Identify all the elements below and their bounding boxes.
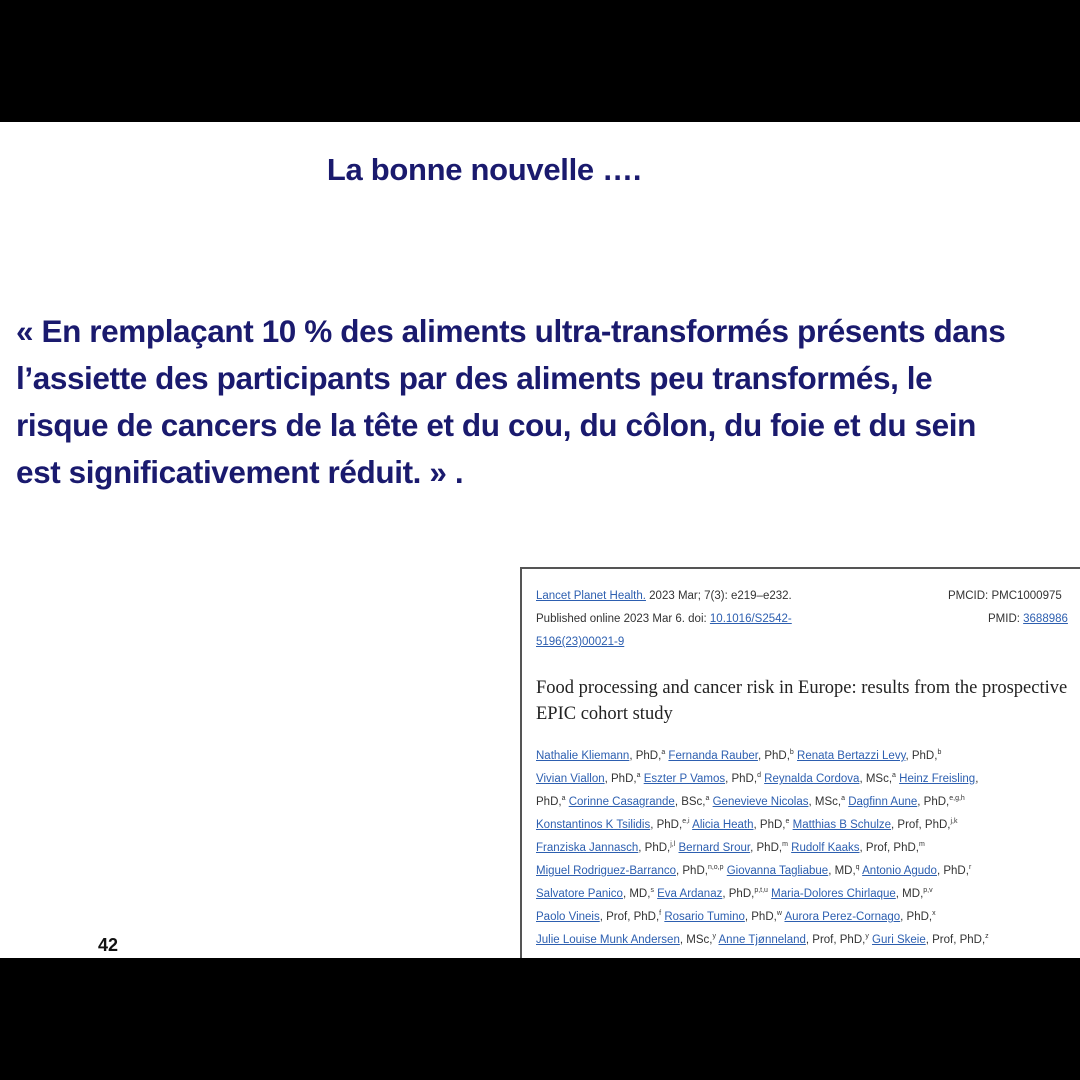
author-credentials: , PhD, — [725, 773, 758, 785]
page-number: 42 — [98, 935, 119, 955]
doi-link-continued[interactable]: 5196(23)00021-9 — [536, 636, 625, 648]
author-link[interactable]: Rudolf Kaaks — [791, 842, 860, 854]
author-affiliation: p,t,u — [754, 887, 768, 894]
author-affiliation: w — [776, 910, 782, 917]
author-affiliation: p,v — [923, 887, 933, 894]
author-credentials: , PhD, — [650, 819, 683, 831]
journal-link[interactable]: Lancet Planet Health. — [536, 590, 646, 602]
author-affiliation: m — [782, 841, 788, 848]
author-line — [536, 833, 1080, 856]
author-affiliation: e,g,h — [949, 795, 965, 802]
slide-title: La bonne nouvelle …. — [326, 152, 642, 187]
author-affiliation: q — [855, 864, 860, 871]
author-affiliation: f — [659, 910, 662, 917]
author-credentials: , PhD, — [604, 773, 637, 785]
author-affiliation: e,i — [682, 818, 690, 825]
published-text: Published online 2023 Mar 6. doi: — [536, 613, 710, 625]
author-credentials: , MD, — [828, 865, 856, 877]
author-link[interactable]: Rosario Tumino — [664, 911, 745, 923]
author-link[interactable]: Corinne Casagrande — [568, 796, 675, 808]
author-credentials: , MSc, — [679, 934, 713, 946]
author-line — [536, 925, 1080, 948]
author-link[interactable]: Konstantinos K Tsilidis — [536, 819, 651, 831]
author-link[interactable]: Giovanna Tagliabue — [726, 865, 829, 877]
author-line — [536, 810, 1080, 833]
author-affiliation: a — [705, 795, 710, 802]
author-link[interactable]: Franziska Jannasch — [536, 842, 639, 854]
author-credentials: , PhD, — [638, 842, 671, 854]
author-credentials: , PhD, — [900, 911, 933, 923]
author-line — [536, 856, 1080, 879]
author-credentials: , PhD, — [757, 750, 790, 762]
author-link[interactable]: Salvatore Panico — [536, 888, 623, 900]
author-credentials: , PhD, — [722, 888, 755, 900]
author-credentials: , PhD, — [629, 750, 662, 762]
pmcid-text: PMCID: PMC1000975 — [948, 590, 1062, 602]
author-credentials: , MSc, — [808, 796, 842, 808]
author-credentials: , MSc, — [859, 773, 893, 785]
author-link[interactable]: Dagfinn Aune — [848, 796, 918, 808]
author-line — [536, 902, 1080, 925]
author-affiliation: j,l — [670, 841, 676, 848]
author-link[interactable]: Julie Louise Munk Andersen — [536, 934, 680, 946]
pmid-link[interactable]: 3688986 — [1023, 613, 1068, 625]
author-link[interactable]: Nathalie Kliemann — [536, 750, 630, 762]
quote-line: « En remplaçant 10 % des aliments ultra-transformés présents dans — [16, 313, 1006, 349]
author-link[interactable]: Guri Skeie — [872, 934, 926, 946]
author-credentials: , Prof, PhD, — [891, 819, 951, 831]
quote-line: l’assiette des participants par des aliments peu transformés, le — [16, 360, 933, 396]
author-line — [536, 764, 1080, 787]
author-affiliation: s — [650, 887, 654, 894]
author-credentials: , PhD, — [917, 796, 950, 808]
author-affiliation: a — [841, 795, 845, 802]
author-link[interactable]: Miguel Rodriguez-Barranco — [536, 865, 676, 877]
author-affiliation: n,o,p — [707, 864, 724, 871]
author-link[interactable]: Aurora Perez-Cornago — [784, 911, 901, 923]
author-link[interactable]: Genevieve Nicolas — [712, 796, 809, 808]
author-line — [536, 879, 1080, 902]
author-link[interactable]: Paolo Vineis — [536, 911, 600, 923]
author-credentials: , — [975, 773, 979, 785]
author-link[interactable]: Vivian Viallon — [536, 773, 605, 785]
author-credentials: , MD, — [622, 888, 651, 900]
author-credentials: , Prof, PhD, — [805, 934, 866, 946]
author-affiliation: j,k — [950, 818, 958, 825]
author-link[interactable]: Bernard Srour — [678, 842, 751, 854]
author-link[interactable]: Heinz Freisling — [899, 773, 976, 785]
author-affiliation: y — [712, 933, 716, 940]
author-credentials: , PhD, — [936, 865, 969, 877]
author-link[interactable]: Eva Ardanaz — [657, 888, 723, 900]
author-link[interactable]: Matthias B Schulze — [792, 819, 892, 831]
author-credentials: , Prof, PhD, — [925, 934, 986, 946]
quote-text — [16, 308, 1076, 496]
author-affiliation: a — [661, 749, 666, 756]
author-affiliation: e — [785, 818, 790, 825]
article-screenshot — [520, 567, 1080, 958]
author-credentials: , MD, — [895, 888, 924, 900]
author-credentials: , PhD, — [750, 842, 783, 854]
author-list — [536, 741, 1080, 948]
author-link[interactable]: Renata Bertazzi Levy — [797, 750, 906, 762]
author-link[interactable]: Anne Tjønneland — [718, 934, 806, 946]
author-affiliation: a — [892, 772, 896, 779]
author-affiliation: y — [865, 933, 869, 940]
author-credentials: , Prof, PhD, — [599, 911, 660, 923]
slide — [0, 122, 1080, 958]
citation-text: 2023 Mar; 7(3): e219–e232. — [645, 590, 792, 602]
doi-link[interactable]: 10.1016/S2542- — [709, 613, 792, 625]
quote-line: est significativement réduit. » . — [16, 454, 464, 490]
pmid-label: PMID: — [988, 613, 1024, 625]
author-credentials: , BSc, — [674, 796, 706, 808]
author-affiliation: m — [918, 841, 925, 848]
author-link[interactable]: Eszter P Vamos — [643, 773, 726, 785]
author-credentials: , PhD, — [753, 819, 786, 831]
author-credentials: , PhD, — [744, 911, 777, 923]
author-affiliation: b — [937, 749, 942, 756]
author-affiliation: d — [757, 772, 761, 779]
quote-line: risque de cancers de la tête et du cou, du côlon, du foie et du sein — [16, 407, 976, 443]
author-affiliation: a — [636, 772, 641, 779]
author-link[interactable]: Alicia Heath — [692, 819, 754, 831]
author-credentials: , PhD, — [905, 750, 938, 762]
author-credentials: , Prof, PhD, — [859, 842, 919, 854]
author-link[interactable]: Fernanda Rauber — [668, 750, 758, 762]
author-affiliation: z — [985, 933, 989, 940]
author-affiliation: r — [968, 864, 972, 871]
author-affiliation: x — [932, 910, 936, 917]
author-credentials: , PhD, — [675, 865, 708, 877]
author-affiliation: b — [789, 749, 794, 756]
author-credentials: PhD, — [536, 796, 562, 808]
author-link[interactable]: Antonio Agudo — [862, 865, 937, 877]
article-title: Food processing and cancer risk in Europe: results from the prospective EPIC cohort study — [536, 678, 1068, 724]
author-link[interactable]: Maria-Dolores Chirlaque — [771, 888, 896, 900]
author-line — [536, 787, 1080, 810]
author-line — [536, 741, 1080, 764]
author-affiliation: a — [561, 795, 566, 802]
author-link[interactable]: Reynalda Cordova — [764, 773, 860, 785]
article-meta — [536, 585, 1080, 654]
